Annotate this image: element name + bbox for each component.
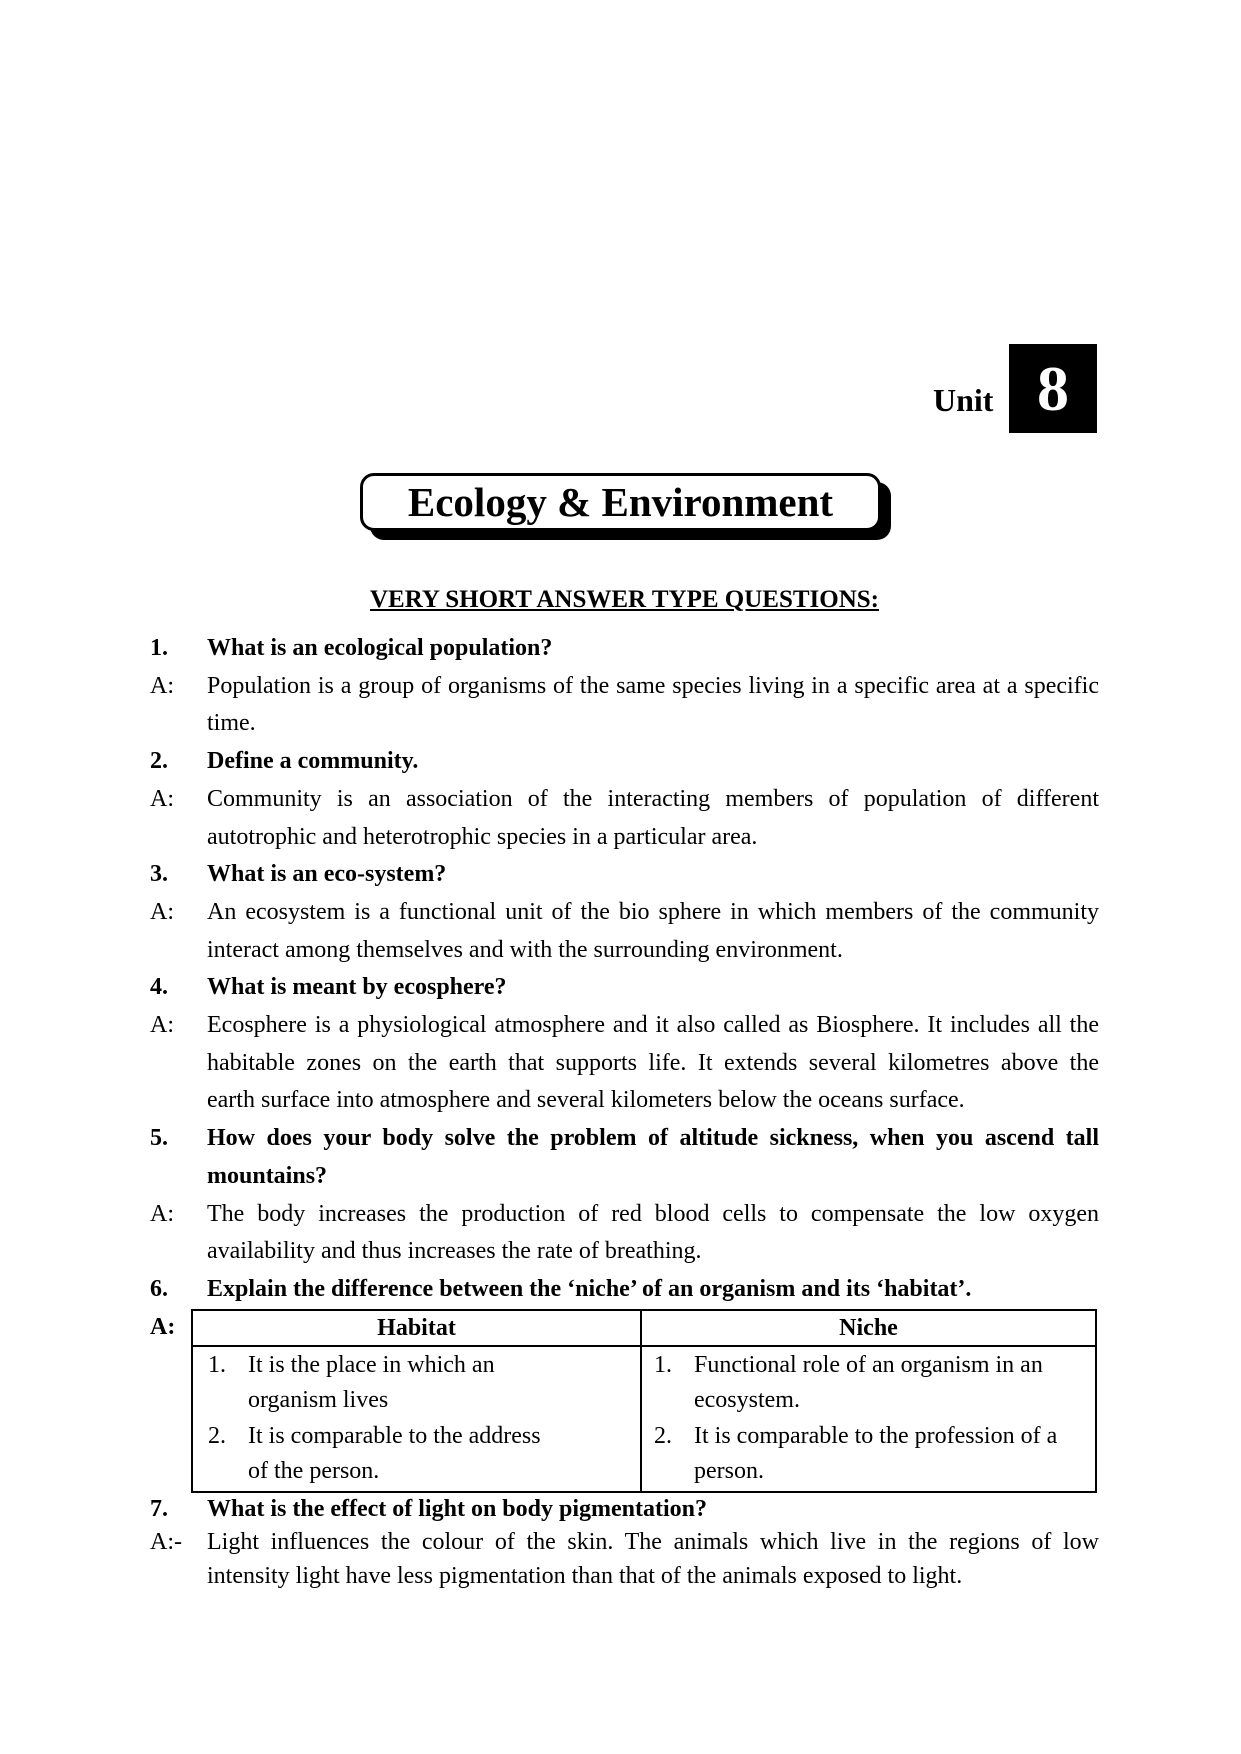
answer-label: A: — [150, 785, 174, 812]
answer-row — [150, 894, 1099, 969]
list-item-text — [248, 1419, 640, 1490]
table-body-row — [193, 1347, 1095, 1491]
answer-row — [150, 1526, 1099, 1593]
unit-number: 8 — [1037, 352, 1069, 424]
list-item — [208, 1419, 640, 1490]
question-number: 4. — [150, 974, 168, 1001]
answer-label: A: — [150, 1313, 176, 1340]
list-item-text — [694, 1419, 1095, 1490]
answer-label: A: — [150, 1200, 174, 1227]
answer-line: interact among themselves and with the surrounding environment. — [207, 936, 843, 963]
question-number: 6. — [150, 1275, 168, 1302]
question-list — [150, 630, 1099, 1593]
question-number: 7. — [150, 1495, 168, 1522]
table-header-habitat: Habitat — [193, 1311, 642, 1345]
answer-line: availability and thus increases the rate of breathing. — [207, 1238, 702, 1265]
question-item — [150, 1493, 1099, 1594]
question-line: How does your body solve the problem of altitude sickness, when you ascend tall — [207, 1125, 1099, 1152]
question-item — [150, 1271, 1099, 1493]
question-row — [150, 969, 1099, 1007]
question-row — [150, 743, 1099, 781]
question-text — [207, 630, 1099, 668]
answer-line: Ecosphere is a physiological atmosphere and it also called as Biosphere. It includes all the — [207, 1012, 1099, 1039]
answer-line: time. — [207, 710, 256, 737]
question-line: What is meant by ecosphere? — [207, 974, 507, 1001]
list-item — [654, 1348, 1095, 1419]
question-number: 5. — [150, 1125, 168, 1152]
answer-row — [150, 1309, 1099, 1493]
answer-row — [150, 668, 1099, 743]
answer-line: Light influences the colour of the skin. The animals which live in the regions of low — [207, 1529, 1099, 1556]
answer-line: autotrophic and heterotrophic species in a particular area. — [207, 823, 758, 850]
list-item-line: of the person. — [248, 1458, 380, 1485]
question-row — [150, 630, 1099, 668]
list-item-number: 2. — [654, 1422, 672, 1449]
question-row — [150, 856, 1099, 894]
question-text — [207, 1493, 1099, 1527]
answer-line: intensity light have less pigmentation than that of the animals exposed to light. — [207, 1562, 963, 1589]
answer-line: Population is a group of organisms of the same species living in a specific area at a specific — [207, 672, 1099, 699]
answer-row — [150, 1007, 1099, 1120]
question-item — [150, 856, 1099, 969]
answer-text — [207, 781, 1099, 856]
answer-line: The body increases the production of red blood cells to compensate the low oxygen — [207, 1200, 1099, 1227]
answer-row — [150, 781, 1099, 856]
chapter-title-box — [360, 473, 881, 531]
question-number: 1. — [150, 635, 168, 661]
list-item-line: It is comparable to the profession of a — [694, 1422, 1058, 1449]
answer-line: habitable zones on the earth that supports life. It extends several kilometres above the — [207, 1049, 1099, 1076]
list-item-number: 1. — [208, 1351, 226, 1378]
answer-label: A:- — [150, 1529, 182, 1556]
question-line: What is an eco-system? — [207, 861, 447, 888]
answer-text — [207, 1007, 1099, 1120]
list-item-line: It is the place in which an — [248, 1351, 495, 1378]
answer-row — [150, 1196, 1099, 1271]
answer-text — [207, 668, 1099, 743]
list-item-number: 1. — [654, 1351, 672, 1378]
list-item — [654, 1419, 1095, 1490]
list-item-text — [694, 1348, 1095, 1419]
list-item-line: It is comparable to the address — [248, 1422, 541, 1449]
list-item-line: ecosystem. — [694, 1387, 800, 1414]
question-row — [150, 1493, 1099, 1527]
list-item — [208, 1348, 640, 1419]
answer-text — [207, 1526, 1099, 1593]
answer-line: earth surface into atmosphere and several kilometers below the oceans surface. — [207, 1087, 965, 1114]
question-number: 3. — [150, 861, 168, 888]
question-text — [207, 1271, 1099, 1309]
question-line: Explain the difference between the ‘niche’ of an organism and its ‘habitat’. — [207, 1275, 972, 1302]
table-cell-habitat — [193, 1347, 642, 1491]
unit-label: Unit — [933, 382, 994, 418]
question-line: mountains? — [207, 1162, 328, 1189]
answer-text — [207, 894, 1099, 969]
question-text — [207, 743, 1099, 781]
question-text — [207, 969, 1099, 1007]
list-item-number: 2. — [208, 1422, 226, 1449]
section-heading: VERY SHORT ANSWER TYPE QUESTIONS: — [369, 586, 880, 613]
answer-label: A: — [150, 898, 174, 925]
list-item-line: organism lives — [248, 1387, 389, 1414]
question-item — [150, 1120, 1099, 1271]
question-row — [150, 1271, 1099, 1309]
list-item-line: Functional role of an organism in an — [694, 1351, 1043, 1378]
question-text — [207, 1120, 1099, 1195]
answer-text — [207, 1196, 1099, 1271]
question-item — [150, 743, 1099, 856]
list-item-line: person. — [694, 1458, 764, 1485]
chapter-title: Ecology & Environment — [407, 478, 834, 525]
question-line: What is the effect of light on body pigmentation? — [207, 1495, 707, 1522]
question-number: 2. — [150, 748, 168, 775]
question-item — [150, 969, 1099, 1120]
question-row — [150, 1120, 1099, 1195]
answer-label: A: — [150, 1012, 174, 1039]
unit-number-badge — [1009, 344, 1097, 433]
list-item-text — [248, 1348, 640, 1419]
answer-line: An ecosystem is a functional unit of the bio sphere in which members of the community — [207, 898, 1099, 925]
table-header-niche: Niche — [839, 1314, 898, 1341]
question-text — [207, 856, 1099, 894]
answer-line: Community is an association of the interacting members of population of different — [207, 785, 1099, 812]
answer-label: A: — [150, 672, 174, 699]
comparison-table — [191, 1309, 1097, 1493]
question-item — [150, 630, 1099, 743]
table-cell-niche — [642, 1347, 1095, 1491]
question-line: What is an ecological population? — [207, 635, 553, 661]
table-header-row — [193, 1311, 1095, 1347]
question-line: Define a community. — [207, 748, 419, 775]
